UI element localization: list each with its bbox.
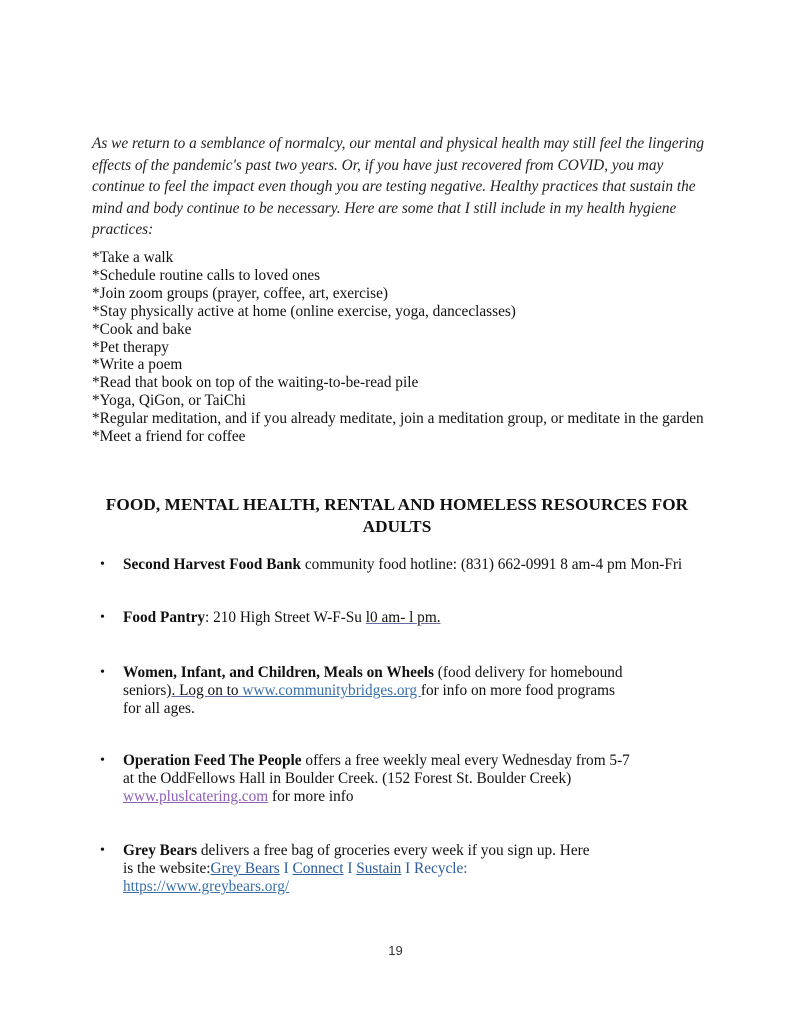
practice-item: *Read that book on top of the waiting-to-be-read pile	[92, 374, 419, 392]
bullet-icon: •	[100, 753, 105, 768]
connect-link[interactable]: Connect	[292, 860, 344, 877]
practice-item: *Cook and bake	[92, 320, 192, 338]
practice-item: *Pet therapy	[92, 338, 169, 356]
resource-text: community food hotline: (831) 662-0991 8 am-4 pm Mon-Fri	[301, 556, 683, 573]
bullet-icon: •	[100, 665, 105, 680]
plusl-catering-link[interactable]: www.pluslcatering.com	[123, 788, 269, 805]
practice-item: *Regular meditation, and if you already meditate, join a meditation group, or meditate in the garden	[92, 410, 704, 428]
resource-food-pantry	[92, 609, 692, 627]
practice-item: *Yoga, QiGon, or TaiChi	[92, 392, 246, 410]
resource-name: Operation Feed The People	[123, 752, 302, 769]
practice-item: *Take a walk	[92, 249, 174, 266]
resource-wic-meals-on-wheels	[92, 664, 632, 718]
practice-item: *Write a poem	[92, 356, 183, 374]
intro-paragraph: As we return to a semblance of normalcy, our mental and physical health may still feel the lingering effects of the pandemic's past two years. Or, if you have just recovered from COVID, you may continue to feel the impact even though you are testing negative. Healthy practices that sustain the mind and body continue to be necessary. Here are some that I still include in my health hygiene practices:	[92, 135, 705, 239]
grey-bears-link[interactable]: Grey Bears	[210, 860, 280, 877]
resource-grey-bears	[92, 842, 592, 896]
health-practices-list	[92, 249, 712, 446]
food-pantry-hours: l0 am- l pm.	[365, 609, 441, 626]
community-bridges-link[interactable]: www.communitybridges.org	[242, 682, 421, 699]
resource-operation-feed	[92, 752, 632, 806]
resource-text: : 210 High Street W-F-Su	[205, 609, 366, 626]
resource-text: (food delivery for homebound seniors)	[123, 664, 623, 699]
separator: I	[279, 860, 293, 877]
resource-name: Women, Infant, and Children, Meals on Wheels	[123, 664, 434, 681]
practice-item: *Stay physically active at home (online exercise, yoga, danceclasses)	[92, 302, 516, 320]
practice-item: *Join zoom groups (prayer, coffee, art, exercise)	[92, 284, 388, 302]
separator: I	[343, 860, 357, 877]
recycle-text: I Recycle:	[401, 860, 468, 877]
page-number: 19	[388, 943, 403, 958]
log-on-text: . Log on to	[171, 682, 243, 699]
resource-text: delivers a free bag of groceries every week if you sign up. Here is the website:	[123, 842, 590, 877]
resource-name: Food Pantry	[123, 609, 206, 626]
section-heading: FOOD, MENTAL HEALTH, RENTAL AND HOMELESS RESOURCES FOR ADULTS	[105, 495, 689, 536]
resource-second-harvest	[92, 556, 692, 574]
grey-bears-url-link[interactable]: https://www.greybears.org/	[123, 878, 290, 895]
resource-text: for more info	[268, 788, 354, 805]
practice-item: *Schedule routine calls to loved ones	[92, 266, 321, 284]
resource-name: Second Harvest Food Bank	[123, 556, 302, 573]
resource-text: offers a free weekly meal every Wednesday from 5-7 at the OddFellows Hall in Boulder Creek. (152 Forest St. Boulder Creek)	[123, 752, 630, 787]
bullet-icon: •	[100, 557, 105, 572]
bullet-icon: •	[100, 843, 105, 858]
bullet-icon: •	[100, 610, 105, 625]
practice-item: *Meet a friend for coffee	[92, 428, 246, 446]
sustain-link[interactable]: Sustain	[356, 860, 402, 877]
resource-text: for info on more food programs for all ages.	[123, 682, 615, 717]
resource-name: Grey Bears	[123, 842, 198, 859]
